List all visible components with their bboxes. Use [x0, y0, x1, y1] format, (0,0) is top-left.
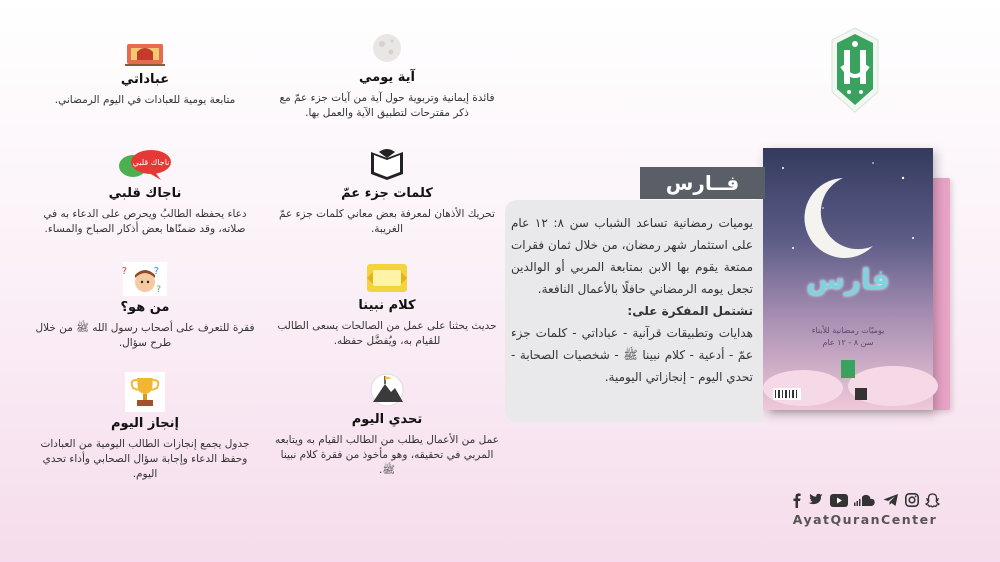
feature-title: كلمات جزء عمّ	[341, 186, 433, 201]
ornament-frame-icon	[365, 262, 409, 294]
feature-title: آية يومي	[359, 70, 415, 85]
product-title: فــارس	[640, 167, 765, 199]
youtube-icon[interactable]	[830, 494, 848, 507]
feature-tahaddi	[272, 372, 502, 478]
speech-bubbles-icon	[117, 148, 173, 182]
book-cover	[763, 148, 933, 410]
svg-text:?: ?	[153, 266, 159, 277]
ayat-logo-icon	[826, 26, 884, 114]
soundcloud-icon[interactable]	[854, 494, 876, 506]
open-book-icon	[365, 148, 409, 182]
speech-bubble-label: ناجاك قلبي	[132, 158, 170, 167]
feature-injaz	[30, 372, 260, 482]
mountain-flag-icon	[367, 372, 407, 408]
feature-title: ناجاك قلبي	[108, 186, 182, 201]
feature-title: من هو؟	[120, 300, 170, 315]
feature-manhuwa	[30, 262, 260, 351]
book-subtitle: يوميّات رمضانية للأبناء	[811, 326, 885, 335]
svg-text:?: ?	[156, 285, 161, 295]
trophy-icon	[125, 372, 165, 412]
feature-title: تحدي اليوم	[351, 412, 423, 427]
snapchat-icon[interactable]	[925, 493, 940, 508]
product-description: يوميات رمضانية تساعد الشباب سن ٨: ١٢ عام على استثمار شهر رمضان، من خلال ثمان فقرات ممتعة يقوم بها الابن بمتابعة المربي أو الوالدين تجعل يومه الرمضاني حافلًا بالأعمال النافعة.	[511, 216, 754, 296]
book-title: فارس	[806, 263, 890, 296]
feature-najak	[30, 148, 260, 237]
includes-heading: تشتمل المفكرة على:	[627, 304, 753, 318]
feature-desc: فائدة إيمانية وتربوية حول آية من آيات جزء عمّ مع ذكر مقترحات لتطبيق الآية والعمل بها.	[279, 92, 495, 119]
feature-desc: تحريك الأذهان لمعرفة بعض معاني كلمات جزء عمّ الغريبة.	[279, 208, 495, 235]
feature-kalam	[272, 262, 502, 349]
feature-desc: متابعة يومية للعبادات في اليوم الرمضاني.	[54, 94, 236, 106]
feature-ayah	[272, 30, 502, 121]
feature-desc: جدول يجمع إنجازات الطالب اليومية من العبادات وحفظ الدعاء وإجابة سؤال الصحابي وأداء تحدي اليوم.	[40, 438, 250, 480]
product-description-box	[505, 200, 763, 422]
feature-kalimat	[272, 148, 502, 237]
feature-desc: عمل من الأعمال يطلب من الطالب القيام به ويتابعه المربي في تحقيقه، وهو مأخوذ من فقرة كلام نبينا ﷺ.	[275, 434, 499, 476]
includes-text: هدايات وتطبيقات قرآنية - عباداتي - كلمات جزء عمّ - أدعية - كلام نبينا ﷺ - شخصيات الصحابة - تحدي اليوم - إنجازاتي اليومية.	[511, 326, 753, 384]
book-age: سن ٨ - ١٢ عام	[822, 338, 874, 347]
feature-ibadati	[30, 38, 260, 108]
feature-title: كلام نبينا	[358, 298, 416, 313]
moon-icon	[369, 30, 405, 66]
svg-text:?: ?	[121, 266, 127, 277]
feature-title: عباداتي	[120, 72, 170, 87]
feature-desc: دعاء يحفظه الطالبُ ويحرص على الدعاء به في صلاته، وقد ضمنّاها بعض أذكار الصباح والمساء.	[43, 208, 247, 235]
social-handle[interactable]: AyatQuranCenter	[792, 512, 938, 527]
telegram-icon[interactable]	[883, 493, 899, 507]
feature-desc: فقرة للتعرف على أصحاب رسول الله ﷺ من خلال طرح سؤال.	[35, 322, 255, 349]
prayer-mat-icon	[123, 38, 167, 68]
twitter-icon[interactable]	[808, 493, 824, 507]
kid-question-icon	[123, 262, 167, 296]
facebook-icon[interactable]	[790, 492, 802, 508]
social-links	[790, 490, 940, 510]
feature-title: إنجاز اليوم	[111, 416, 179, 431]
feature-desc: حديث يحثنا على عمل من الصالحات يسعى الطالب للقيام به، ويُفضَّل حفظه.	[277, 320, 497, 347]
instagram-icon[interactable]	[905, 493, 919, 507]
